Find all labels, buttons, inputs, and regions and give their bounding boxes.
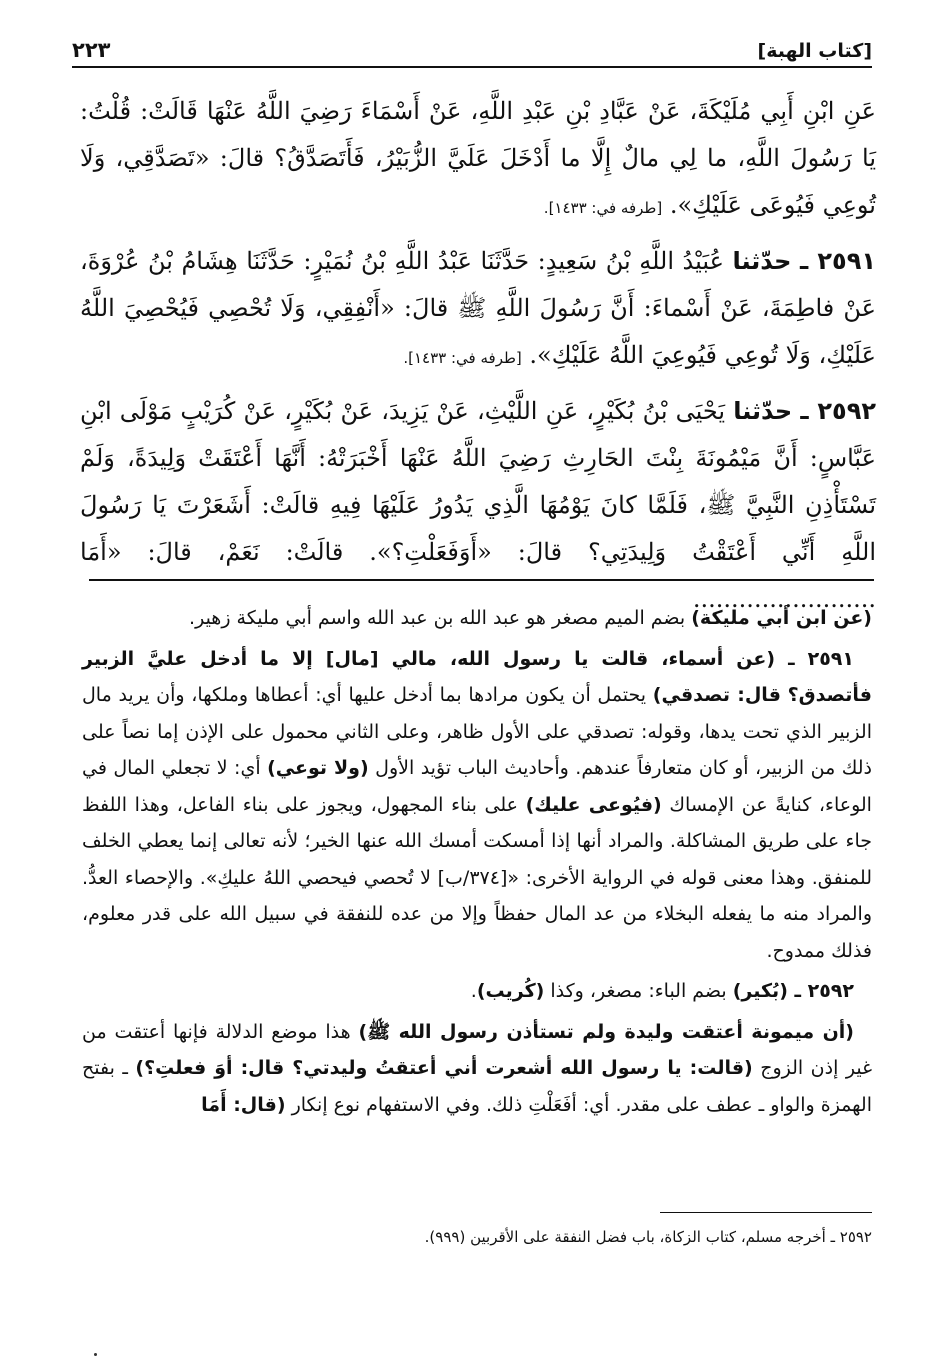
hadith-2591 (80, 238, 876, 382)
commentary-text: هذا موضع الدلالة فإنها أعتقت من غير إذن الزوج (82, 1020, 873, 1079)
commentary-lemma: (ولا توعي) (267, 757, 369, 779)
footnote: ٢٥٩٢ ـ أخرجه مسلم، كتاب الزكاة، باب فضل النفقة على الأقربين (٩٩٩). (424, 1228, 872, 1246)
commentary-paragraph (82, 600, 872, 637)
commentary-lemma: (عن أسماء، قالت يا رسول الله، مالي [مال] إلا ما أدخل عليَّ الزبير فأتصدق؟ (82, 647, 872, 706)
hadith-number: ٢٥٩٢ ـ (800, 397, 876, 425)
hadith-number: ٢٥٩١ ـ (799, 247, 876, 275)
commentary-text: أي: لا تجعلي المال في الوعاء، كنايةً عن الإمساك (82, 757, 872, 816)
commentary-paragraph (82, 1014, 872, 1124)
commentary-number: ٢٥٩١ ـ (788, 647, 854, 670)
hadith-text-block (80, 88, 876, 629)
commentary-lemma: (فيُوعى عليك) (525, 793, 662, 816)
hadith-2592 (80, 388, 876, 623)
commentary-text: بضم الباء: مصغر، وكذا (544, 980, 733, 1002)
cross-reference: [طرفه في: ١٤٣٣]. (543, 199, 663, 217)
commentary-text: على بناء المجهول، ويجوز على بناء الفاعل، وهذا اللفظ جاء على طريق المشاكلة. والمراد أنها إذا أمسكت أمسك الله عنها الخير؛ لأنه تعالى إنما يعطي الخلف للمنفق. وهذا معنى قوله في الرواية الأخرى: «[٣٧٤/ب] لا تُحصي فيحصي اللهُ عليكِ». والإحصاء العدُّ. والمراد منه ما يفعله البخلاء من عد المال حفظاً وإلا من عده للنفقة في سبيل الله على قدر معلوم، فذلك ممدوح. (82, 793, 872, 962)
commentary-lemma: (بُكير) (732, 980, 795, 1002)
commentary-paragraph (82, 641, 872, 970)
commentary-lemma: قال: تصدقي) (652, 684, 781, 706)
commentary-block (82, 600, 872, 1127)
section-divider (89, 579, 874, 581)
commentary-lemma: (كُريب) (476, 980, 545, 1002)
running-head: [كتاب الهبة] (757, 40, 872, 62)
commentary-text: يحتمل أن يكون مرادها بما أدخل عليها أي: أعطاها وملكها، وأن يريد مال الزبير الذي تحت يدها، وقوله: تصدقي على الأول ظاهر، وعلى الثاني محمول على الإذن إما نصاً على ذلك من الزبير، أو كان متعارفاً عندهم. وأحاديث الباب تؤيد الأول (82, 684, 872, 779)
commentary-paragraph (82, 973, 872, 1010)
narration-label: حدّثنا (732, 247, 792, 275)
footnote-divider (660, 1212, 872, 1213)
hadith-text: يَحْيَى بْنُ بُكَيْرٍ، عَنِ اللَّيْثِ، عَنْ يَزِيدَ، عَنْ بُكَيْرٍ، عَنْ كُرَيْبٍ مَوْلَى ابْنِ عَبَّاسٍ: أَنَّ مَيْمُونَةَ بِنْتَ الحَارِثِ رَضِيَ اللَّهُ عَنْهَا أَخْبَرَتْهُ: أَنَّهَا أَعْتَقَتْ وَلِيدَةً، وَلَمْ تَسْتَأْذِنِ النَّبِيَّ ﷺ، فَلَمَّا كانَ يَوْمُهَا الَّذِي يَدُورُ عَلَيْهَا فِيهِ قالَتْ: أَشَعَرْتَ يَا رَسُولَ اللَّهِ أَنِّي أَعْتَقْتُ وَلِيدَتِي؟ قالَ: «أَوَفَعَلْتِ؟». قالَتْ: نَعَمْ، قالَ: «أَمَا (80, 397, 876, 566)
commentary-text: ـ بفتح الهمزة والواو ـ عطف على مقدر. أي: أفَعَلْتِ ذلك. وفي الاستفهام نوع إنكار (82, 1057, 872, 1116)
commentary-lemma: (قال: أَمَا (201, 1093, 286, 1116)
commentary-text: . (470, 980, 477, 1002)
commentary-lemma: (أن ميمونة أعتقت وليدة ولم تستأذن رسول الله ﷺ) (358, 1020, 854, 1043)
commentary-lemma: (قالت: يا رسول الله أشعرت أني أعتقتُ وليدتي؟ قال: أوَ فعلتِ؟) (135, 1057, 753, 1079)
hadith-text: عُبَيْدُ اللَّهِ بْنُ سَعِيدٍ: حَدَّثَنَا عَبْدُ اللَّهِ بْنُ نُمَيْرٍ: حَدَّثَنَا هِشَامُ بْنُ عُرْوَةَ، عَنْ فاطِمَةَ، عَنْ أَسْماءَ: أَنَّ رَسُولَ اللَّهِ ﷺ قالَ: «أَنْفِقِي، وَلَا تُحْصِي فَيُحْصِيَ اللَّهُ عَلَيْكِ، وَلَا تُوعِي فَيُوعِيَ اللَّهُ عَلَيْكِ». (80, 247, 876, 369)
page-header (72, 28, 872, 68)
hadith-text: عَنِ ابْنِ أَبِي مُلَيْكَةَ، عَنْ عَبَّادِ بْنِ عَبْدِ اللَّهِ، عَنْ أَسْمَاءَ رَضِيَ اللَّهُ عَنْهَا قَالَتْ: قُلْتُ: يَا رَسُولَ اللَّهِ، ما لِي مالٌ إِلَّا ما أَدْخَلَ عَلَيَّ الزُّبَيْرُ، فَأَتَصَدَّقُ؟ قالَ: «تَصَدَّقِي، وَلَا تُوعِي فَيُوعَى عَلَيْكِ». (80, 97, 876, 219)
continuation-dots: ........................ (692, 585, 876, 613)
commentary-number: ٢٥٩٢ ـ (794, 980, 854, 1002)
narration-label: حدّثنا (733, 397, 793, 425)
commentary-text: بضم الميم مصغر هو عبد الله بن عبد الله واسم أبي مليكة زهير. (189, 607, 692, 629)
commentary-lemma: (عن ابن أبي مليكة) (691, 607, 872, 629)
page-number: ٢٢٣ (72, 38, 111, 62)
page-mark (94, 1353, 97, 1356)
cross-reference: [طرفه في: ١٤٣٣]. (403, 349, 522, 367)
hadith-2590-continuation (80, 88, 876, 232)
